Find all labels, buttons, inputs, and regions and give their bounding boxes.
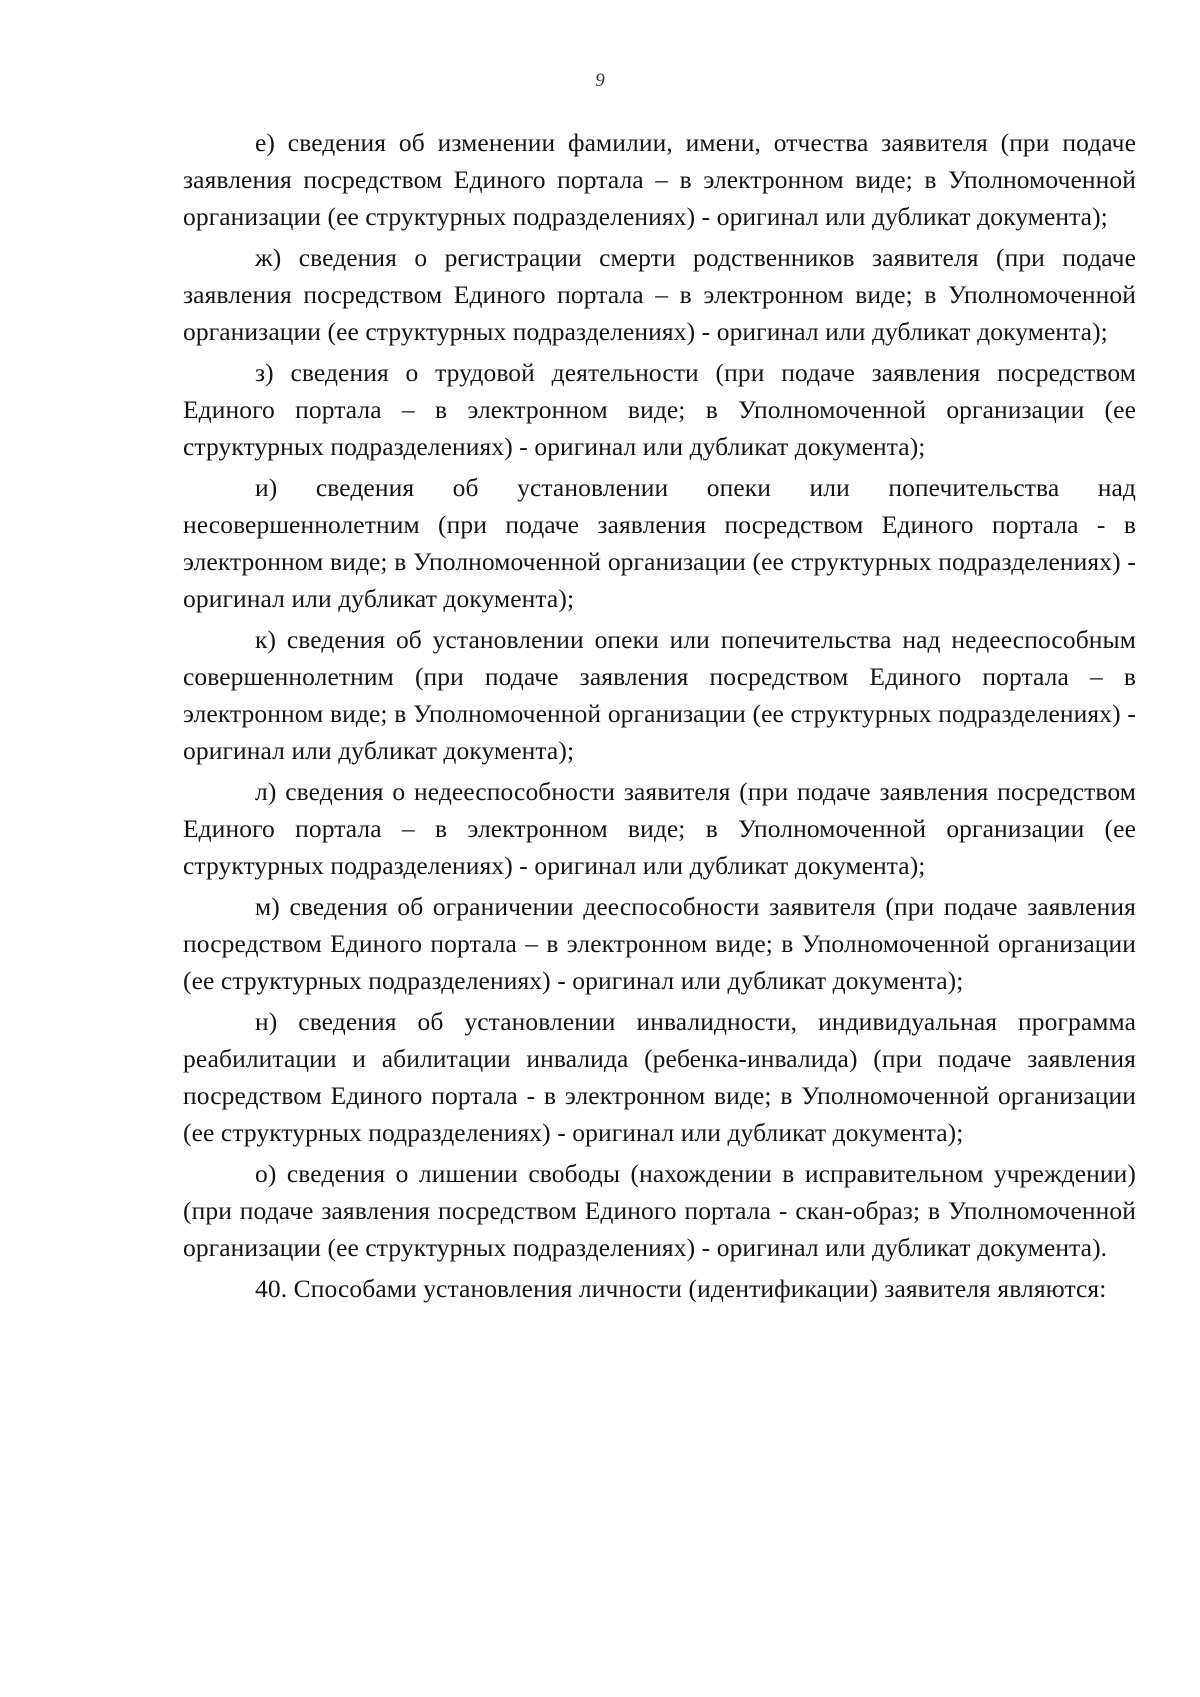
- paragraph-k: к) сведения об установлении опеки или попечительства над недееспособным совершеннолетним (при подаче заявления посредством Единого портала – в электронном виде; в Уполномоченной организации (ее структурных подразделениях) - оригинал или дубликат документа);: [183, 625, 1136, 765]
- paragraph-e: е) сведения об изменении фамилии, имени, отчества заявителя (при подаче заявления посредством Единого портала – в электронном виде; в Уполномоченной организации (ее структурных подразделениях) - оригинал или дубликат документа);: [183, 128, 1136, 231]
- paragraph-l: л) сведения о недееспособности заявителя (при подаче заявления посредством Единого портала – в электронном виде; в Уполномоченной организации (ее структурных подразделениях) - оригинал или дубликат документа);: [183, 777, 1136, 880]
- paragraph-m: м) сведения об ограничении дееспособности заявителя (при подаче заявления посредством Единого портала – в электронном виде; в Уполномоченной организации (ее структурных подразделениях) - оригинал или дубликат документа);: [183, 892, 1136, 995]
- paragraph-n: н) сведения об установлении инвалидности, индивидуальная программа реабилитации и абилитации инвалида (ребенка-инвалида) (при подаче заявления посредством Единого портала - в электронном виде; в Уполномоченной организации (ее структурных подразделениях) - оригинал или дубликат документа);: [183, 1007, 1136, 1147]
- paragraph-o: о) сведения о лишении свободы (нахождении в исправительном учреждении) (при подаче заявления посредством Единого портала - скан-образ; в Уполномоченной организации (ее структурных подразделениях) - оригинал или дубликат документа).: [183, 1159, 1136, 1262]
- document-body: [183, 124, 1136, 1311]
- paragraph-zh: ж) сведения о регистрации смерти родственников заявителя (при подаче заявления посредством Единого портала – в электронном виде; в Уполномоченной организации (ее структурных подразделениях) - оригинал или дубликат документа);: [183, 243, 1136, 346]
- page-number: 9: [595, 70, 605, 91]
- paragraph-z: з) сведения о трудовой деятельности (при подаче заявления посредством Единого портала – в электронном виде; в Уполномоченной организации (ее структурных подразделениях) - оригинал или дубликат документа);: [183, 358, 1136, 461]
- paragraph-i: и) сведения об установлении опеки или попечительства над несовершеннолетним (при подаче заявления посредством Единого портала - в электронном виде; в Уполномоченной организации (ее структурных подразделениях) - оригинал или дубликат документа);: [183, 473, 1136, 613]
- paragraph-40: 40. Способами установления личности (идентификации) заявителя являются:: [255, 1274, 1107, 1303]
